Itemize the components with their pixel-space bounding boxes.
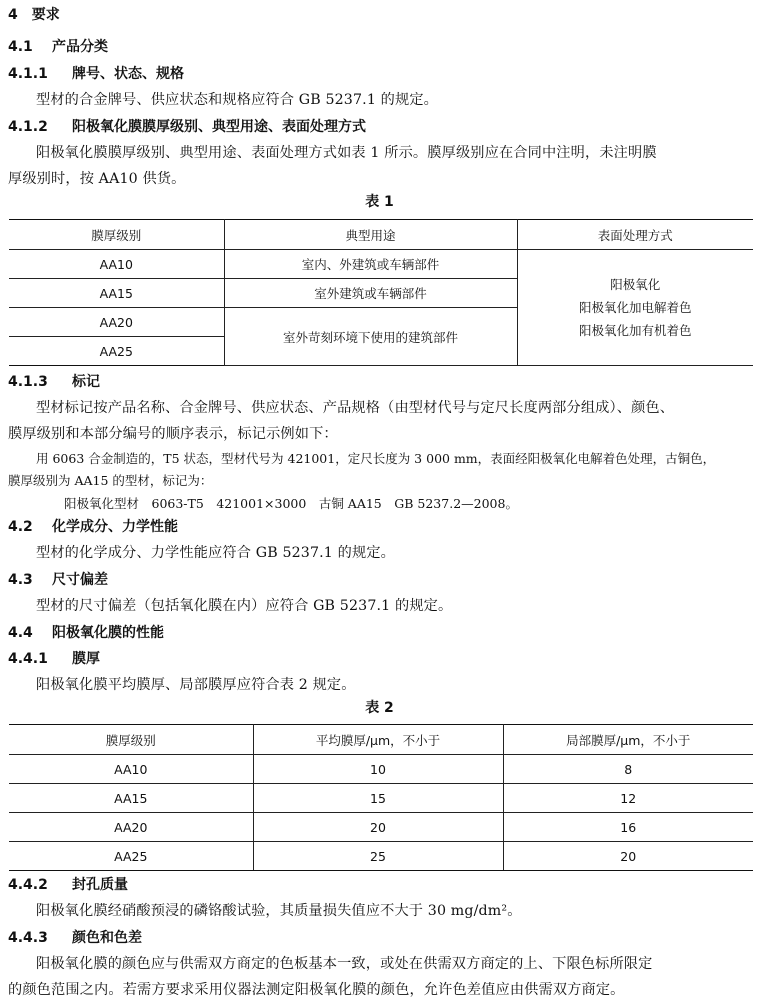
- paragraph-4-1-1: 型材的合金牌号、供应状态和规格应符合 GB 5237.1 的规定。: [36, 92, 439, 108]
- paragraph-4-4-2: 阳极氧化膜经硝酸预浸的磷铬酸试验，其质量损失值应不大于 30 mg/dm²。: [36, 903, 522, 919]
- table-cell: 8: [503, 755, 753, 784]
- treatment-item: 阳极氧化加电解着色: [578, 300, 692, 315]
- table-row: [9, 250, 753, 279]
- table-cell: AA10: [9, 250, 224, 279]
- heading-title: 颜色和色差: [72, 930, 142, 946]
- heading-title: 封孔质量: [72, 877, 128, 893]
- heading-title: 要求: [31, 7, 60, 23]
- heading-title: 阳极氧化膜膜厚级别、典型用途、表面处理方式: [72, 119, 366, 135]
- table1-caption: 表 1: [365, 194, 394, 210]
- table1-header-cell: 表面处理方式: [517, 220, 753, 250]
- table-cell: 25: [253, 842, 503, 871]
- example-marking: 阳极氧化型材 6063-T5 421001×3000 古铜 AA15 GB 5237.2—2008。: [64, 496, 518, 511]
- heading-number: 4.4: [8, 625, 33, 641]
- heading-4-4: [8, 624, 164, 642]
- paragraph-4-2: 型材的化学成分、力学性能应符合 GB 5237.1 的规定。: [36, 545, 395, 561]
- heading-4-3: [8, 571, 108, 589]
- table-cell: AA20: [9, 308, 224, 337]
- paragraph-4-1-3-line1: 型材标记按产品名称、合金牌号、供应状态、产品规格（由型材代号与定尺长度两部分组成）、颜色、: [36, 400, 675, 416]
- table1-header-cell: 典型用途: [224, 220, 517, 250]
- heading-4-1-3: [8, 373, 100, 391]
- heading-number: 4.4.1: [8, 651, 48, 667]
- heading-title: 化学成分、力学性能: [52, 519, 178, 535]
- table-cell: AA15: [9, 279, 224, 308]
- heading-4-1-2: [8, 118, 366, 136]
- table2-header-cell: 膜厚级别: [9, 725, 253, 755]
- heading-number: 4.1.3: [8, 374, 48, 390]
- paragraph-4-4-1: 阳极氧化膜平均膜厚、局部膜厚应符合表 2 规定。: [36, 677, 356, 693]
- paragraph-4-3: 型材的尺寸偏差（包括氧化膜在内）应符合 GB 5237.1 的规定。: [36, 598, 453, 614]
- table-row: [9, 784, 753, 813]
- table1-header-cell: 膜厚级别: [9, 220, 224, 250]
- heading-title: 膜厚: [72, 651, 100, 667]
- table1-treatment-cell: [517, 250, 753, 366]
- paragraph-4-1-3-line2: 膜厚级别和本部分编号的顺序表示，标记示例如下：: [8, 426, 338, 442]
- table1: [9, 219, 753, 366]
- table2-caption: 表 2: [365, 700, 394, 716]
- table2: [9, 724, 753, 871]
- table-row: [9, 842, 753, 871]
- paragraph-4-4-3-line2: 的颜色范围之内。若需方要求采用仪器法测定阳极氧化膜的颜色，允许色差值应由供需双方商定。: [8, 982, 625, 998]
- paragraph-4-1-2-line1: 阳极氧化膜膜厚级别、典型用途、表面处理方式如表 1 所示。膜厚级别应在合同中注明，未注明膜: [36, 145, 657, 161]
- heading-title: 尺寸偏差: [52, 572, 108, 588]
- table-cell: AA25: [9, 337, 224, 366]
- paragraph-4-1-2-line2: 厚级别时，按 AA10 供货。: [8, 171, 186, 187]
- example-line1: 用 6063 合金制造的，T5 状态，型材代号为 421001，定尺长度为 3 000 mm，表面经阳极氧化电解着色处理，古铜色，: [36, 451, 716, 466]
- heading-4-1-1: [8, 65, 184, 83]
- heading-4-4-3: [8, 929, 142, 947]
- heading-number: 4.3: [8, 572, 33, 588]
- table-row: [9, 755, 753, 784]
- heading-4-1: [8, 38, 108, 56]
- table-cell: 15: [253, 784, 503, 813]
- table-cell: 12: [503, 784, 753, 813]
- heading-4-2: [8, 518, 178, 536]
- heading-4-4-2: [8, 876, 128, 894]
- table-cell: AA15: [9, 784, 253, 813]
- heading-title: 产品分类: [52, 39, 108, 55]
- table-cell: 10: [253, 755, 503, 784]
- table-cell: 16: [503, 813, 753, 842]
- heading-4: [8, 6, 60, 24]
- table-cell: AA10: [9, 755, 253, 784]
- table-cell: AA20: [9, 813, 253, 842]
- table-cell: AA25: [9, 842, 253, 871]
- table1-header-row: [9, 220, 753, 250]
- heading-4-4-1: [8, 650, 100, 668]
- table2-header-cell: 平均膜厚/μm，不小于: [253, 725, 503, 755]
- heading-number: 4.4.2: [8, 877, 48, 893]
- table-cell: 室内、外建筑或车辆部件: [224, 250, 517, 279]
- table-cell: 20: [503, 842, 753, 871]
- table-row: [9, 813, 753, 842]
- heading-number: 4.1: [8, 39, 33, 55]
- heading-title: 牌号、状态、规格: [72, 66, 184, 82]
- heading-number: 4.1.1: [8, 66, 48, 82]
- heading-title: 阳极氧化膜的性能: [52, 625, 164, 641]
- treatment-item: 阳极氧化: [610, 277, 661, 292]
- example-line2: 膜厚级别为 AA15 的型材，标记为：: [8, 473, 213, 488]
- heading-number: 4.2: [8, 519, 33, 535]
- heading-number: 4: [8, 7, 18, 23]
- table-cell: 20: [253, 813, 503, 842]
- heading-number: 4.4.3: [8, 930, 48, 946]
- treatment-item: 阳极氧化加有机着色: [578, 323, 692, 338]
- heading-title: 标记: [72, 374, 100, 390]
- paragraph-4-4-3-line1: 阳极氧化膜的颜色应与供需双方商定的色板基本一致，或处在供需双方商定的上、下限色标所限定: [36, 956, 653, 972]
- table-cell: 室外建筑或车辆部件: [224, 279, 517, 308]
- table-cell: 室外苛刻环境下使用的建筑部件: [224, 308, 517, 366]
- heading-number: 4.1.2: [8, 119, 48, 135]
- table2-header-row: [9, 725, 753, 755]
- table2-header-cell: 局部膜厚/μm，不小于: [503, 725, 753, 755]
